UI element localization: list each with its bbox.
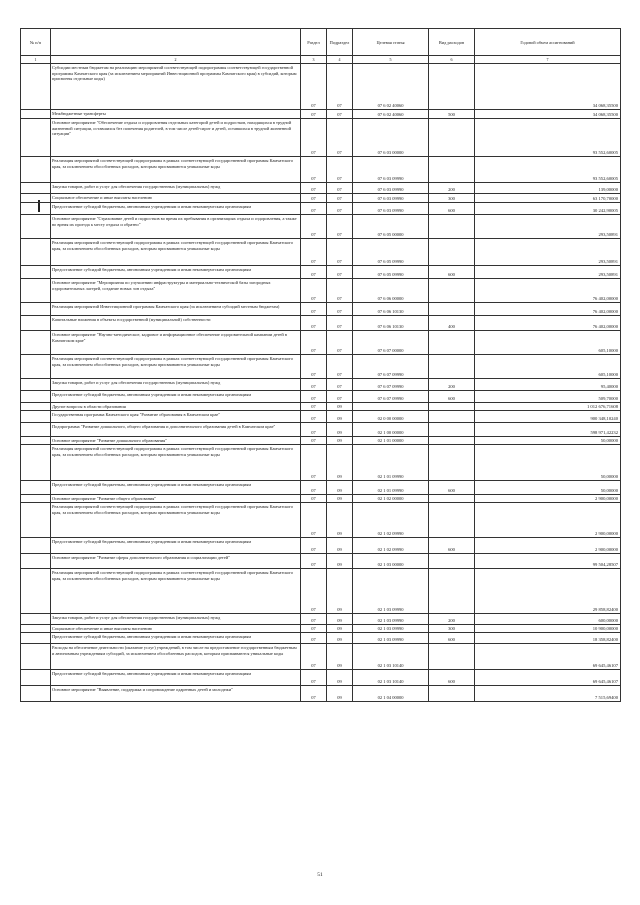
- cell-name: Основное мероприятие "Научно-методическое, кадровое и информационное обеспечение оздоровительной кампании детей в Камчатском крае": [51, 331, 301, 355]
- cell-name: Реализация мероприятий соответствующей подпрограммы в рамках соответствующей государственной программы Камчатского края, за исключением обособленных расходов, которым присваиваются уникальные коды: [51, 503, 301, 538]
- cell-name: Предоставление субсидий бюджетным, автономным учреждениям и иным некоммерческим организациям: [51, 538, 301, 554]
- cell-amount: 605,10000: [475, 355, 621, 379]
- cell-subsection: 09: [327, 495, 353, 503]
- cell-amount: 76 402,00000: [475, 316, 621, 331]
- cell-target: 07 6 07 09990: [353, 355, 429, 379]
- cell-name: Предоставление субсидий бюджетным, автономным учреждениям и иным некоммерческим организациям: [51, 481, 301, 495]
- cell-subsection: 07: [327, 391, 353, 403]
- cell-subsection: 09: [327, 503, 353, 538]
- cell-target: [353, 403, 429, 411]
- cell-name: Основное мероприятие "Развитие дошкольного образования": [51, 437, 301, 445]
- cell-amount: 93 552,60005: [475, 157, 621, 183]
- cell-num: [21, 355, 51, 379]
- table-row: [21, 437, 621, 445]
- cell-section: 07: [301, 391, 327, 403]
- cell-num: [21, 203, 51, 215]
- cell-name: Предоставление субсидий бюджетным, автономным учреждениям и иным некоммерческим организациям: [51, 391, 301, 403]
- cell-expense: [429, 569, 475, 614]
- cell-target: 02 1 03 10140: [353, 644, 429, 670]
- cell-expense: [429, 503, 475, 538]
- cell-subsection: 09: [327, 644, 353, 670]
- cell-target: 07 6 05 09990: [353, 266, 429, 279]
- cell-name: Социальное обеспечение и иные выплаты населению: [51, 625, 301, 633]
- cell-expense: 400: [429, 316, 475, 331]
- table-row: [21, 203, 621, 215]
- cell-section: 07: [301, 194, 327, 203]
- col-number: 3: [301, 56, 327, 64]
- cell-num: [21, 614, 51, 625]
- cell-target: 07 6 03 09990: [353, 194, 429, 203]
- cell-amount: 69 645,46107: [475, 670, 621, 686]
- cell-target: 02 1 03 09990: [353, 569, 429, 614]
- cell-num: [21, 119, 51, 157]
- cell-section: 07: [301, 215, 327, 239]
- cell-amount: 34 068,35500: [475, 110, 621, 119]
- cell-expense: [429, 686, 475, 702]
- cell-target: 07 6 03 09990: [353, 157, 429, 183]
- cell-amount: 2 900,00000: [475, 495, 621, 503]
- cell-amount: 69 645,46107: [475, 644, 621, 670]
- cell-section: 07: [301, 554, 327, 569]
- cell-section: 07: [301, 481, 327, 495]
- cell-num: [21, 110, 51, 119]
- table-row: [21, 183, 621, 194]
- cell-expense: [429, 119, 475, 157]
- cell-section: 07: [301, 569, 327, 614]
- cell-section: 07: [301, 625, 327, 633]
- cell-expense: 600: [429, 633, 475, 644]
- cell-expense: 600: [429, 266, 475, 279]
- header-section: Раздел: [301, 29, 327, 56]
- cell-subsection: 07: [327, 316, 353, 331]
- cell-subsection: 07: [327, 203, 353, 215]
- cell-target: 02 0 00 00000: [353, 411, 429, 423]
- cell-target: 07 6 02 40060: [353, 64, 429, 110]
- cell-amount: 76 402,00000: [475, 303, 621, 316]
- cell-expense: [429, 279, 475, 303]
- table-row: [21, 119, 621, 157]
- cell-section: 07: [301, 411, 327, 423]
- cell-amount: 95,40000: [475, 379, 621, 391]
- table-body: [21, 64, 621, 702]
- cell-name: Реализация мероприятий соответствующей подпрограммы в рамках соответствующей государственной программы Камчатского края, за исключением обособленных расходов, которым присваиваются уникальные коды: [51, 569, 301, 614]
- header-subsection: Подраздел: [327, 29, 353, 56]
- table-row: [21, 157, 621, 183]
- cell-expense: [429, 445, 475, 481]
- cell-amount: 34 068,35500: [475, 64, 621, 110]
- cell-name: Основное мероприятие "Обеспечение отдыха и оздоровления отдельных категорий детей и подростков, находящихся в трудной жизненной ситуации, оставшихся без попечения родителей, в том числе детей-сирот и детей, оставшихся в трудной жизненной ситуации": [51, 119, 301, 157]
- cell-amount: 139,00000: [475, 183, 621, 194]
- cell-num: [21, 644, 51, 670]
- cell-section: 07: [301, 670, 327, 686]
- cell-expense: [429, 157, 475, 183]
- cell-name: Капитальные вложения в объекты государственной (муниципальной) собственности: [51, 316, 301, 331]
- cell-amount: 50,00000: [475, 481, 621, 495]
- cell-subsection: 09: [327, 423, 353, 437]
- col-number: 5: [353, 56, 429, 64]
- table-row: [21, 64, 621, 110]
- cell-amount: 509,70000: [475, 391, 621, 403]
- header-num: № п/п: [21, 29, 51, 56]
- table-row: [21, 239, 621, 266]
- cell-num: [21, 633, 51, 644]
- cell-target: 07 6 02 40060: [353, 110, 429, 119]
- table-row: [21, 614, 621, 625]
- cell-subsection: 09: [327, 445, 353, 481]
- cell-amount: 29 858,82400: [475, 569, 621, 614]
- cell-num: [21, 316, 51, 331]
- cell-num: [21, 239, 51, 266]
- cell-amount: 99 504,28507: [475, 554, 621, 569]
- cell-amount: 30 242,90005: [475, 203, 621, 215]
- cell-num: [21, 266, 51, 279]
- cell-expense: 200: [429, 614, 475, 625]
- table-row: [21, 495, 621, 503]
- table-row: [21, 355, 621, 379]
- header-name: [51, 29, 301, 56]
- cell-section: 07: [301, 423, 327, 437]
- cell-section: 07: [301, 183, 327, 194]
- cell-name: Подпрограмма "Развитие дошкольного, общего образования и дополнительного образования детей в Камчатском крае": [51, 423, 301, 437]
- col-number: 1: [21, 56, 51, 64]
- table-row: [21, 194, 621, 203]
- cell-num: [21, 279, 51, 303]
- cell-name: Предоставление субсидий бюджетным, автономным учреждениям и иным некоммерческим организациям: [51, 203, 301, 215]
- cell-section: 07: [301, 495, 327, 503]
- cell-name: Предоставление субсидий бюджетным, автономным учреждениям и иным некоммерческим организациям: [51, 670, 301, 686]
- cell-expense: 600: [429, 670, 475, 686]
- cell-expense: [429, 403, 475, 411]
- cell-name: Основное мероприятие "Развитие общего образования": [51, 495, 301, 503]
- table-row: [21, 215, 621, 239]
- cell-subsection: 07: [327, 194, 353, 203]
- table-row: [21, 391, 621, 403]
- cell-subsection: 09: [327, 614, 353, 625]
- cell-subsection: 09: [327, 633, 353, 644]
- cell-subsection: 09: [327, 670, 353, 686]
- cell-target: 07 6 06 10130: [353, 316, 429, 331]
- cell-subsection: 07: [327, 183, 353, 194]
- cell-expense: 200: [429, 379, 475, 391]
- cell-expense: 300: [429, 194, 475, 203]
- cell-subsection: 07: [327, 379, 353, 391]
- cell-target: 02 1 03 09990: [353, 633, 429, 644]
- col-number: 2: [51, 56, 301, 64]
- cell-target: 07 6 05 00000: [353, 215, 429, 239]
- cell-subsection: 07: [327, 303, 353, 316]
- table-row: [21, 644, 621, 670]
- cell-subsection: 07: [327, 157, 353, 183]
- cell-num: [21, 379, 51, 391]
- table-row: [21, 403, 621, 411]
- cell-num: [21, 686, 51, 702]
- table-row: [21, 110, 621, 119]
- cell-expense: [429, 423, 475, 437]
- cell-name: Закупка товаров, работ и услуг для обеспечения государственных (муниципальных) нужд: [51, 379, 301, 391]
- cell-section: 07: [301, 119, 327, 157]
- cell-expense: [429, 64, 475, 110]
- cell-amount: 1 012 676,71608: [475, 403, 621, 411]
- cell-expense: 600: [429, 391, 475, 403]
- cell-section: 07: [301, 110, 327, 119]
- cell-section: 07: [301, 633, 327, 644]
- cell-subsection: 07: [327, 279, 353, 303]
- header-target: Целевая статья: [353, 29, 429, 56]
- cell-expense: [429, 215, 475, 239]
- cell-amount: 598 971,42232: [475, 423, 621, 437]
- cell-num: [21, 423, 51, 437]
- cell-name: Расходы на обеспечение деятельности (оказание услуг) учреждений, в том числе на предоставление государственным бюджетным и автономным учреждениям субсидий, за исключением обособленных расходов, которым присваиваются уникальные коды: [51, 644, 301, 670]
- column-numbers: [21, 56, 621, 64]
- cell-num: [21, 503, 51, 538]
- cell-section: 07: [301, 331, 327, 355]
- cell-target: 07 6 07 09990: [353, 391, 429, 403]
- cell-target: 02 1 00 00000: [353, 423, 429, 437]
- col-number: 7: [475, 56, 621, 64]
- cell-num: [21, 411, 51, 423]
- cell-expense: 300: [429, 625, 475, 633]
- table-row: [21, 481, 621, 495]
- cell-expense: [429, 331, 475, 355]
- cell-num: [21, 403, 51, 411]
- cell-section: 07: [301, 614, 327, 625]
- cell-section: 07: [301, 279, 327, 303]
- cell-subsection: 09: [327, 437, 353, 445]
- budget-table-page: [20, 28, 620, 878]
- cell-section: 07: [301, 503, 327, 538]
- cell-subsection: 07: [327, 110, 353, 119]
- cell-target: 02 1 03 09990: [353, 614, 429, 625]
- cell-num: [21, 554, 51, 569]
- cell-num: [21, 670, 51, 686]
- cell-expense: [429, 495, 475, 503]
- cell-section: 07: [301, 379, 327, 391]
- cell-subsection: 09: [327, 686, 353, 702]
- cell-amount: 600,00000: [475, 614, 621, 625]
- budget-table: [20, 28, 621, 702]
- cell-target: 02 1 03 00000: [353, 554, 429, 569]
- cell-section: 07: [301, 316, 327, 331]
- cell-num: [21, 183, 51, 194]
- cell-section: 07: [301, 355, 327, 379]
- cell-amount: 76 402,00000: [475, 279, 621, 303]
- cell-amount: 50,00000: [475, 445, 621, 481]
- cell-name: Государственная программа Камчатского края "Развитие образования в Камчатском крае": [51, 411, 301, 423]
- cell-subsection: 09: [327, 625, 353, 633]
- cell-subsection: 09: [327, 481, 353, 495]
- cell-num: [21, 391, 51, 403]
- table-row: [21, 411, 621, 423]
- cell-expense: [429, 355, 475, 379]
- cell-name: Межбюджетные трансферты: [51, 110, 301, 119]
- cell-target: 07 6 03 09990: [353, 183, 429, 194]
- cell-num: [21, 538, 51, 554]
- table-row: [21, 625, 621, 633]
- header-amount: Годовой объем ассигнований: [475, 29, 621, 56]
- cell-section: 07: [301, 445, 327, 481]
- table-row: [21, 538, 621, 554]
- table-row: [21, 554, 621, 569]
- cell-amount: 93 552,60005: [475, 119, 621, 157]
- cell-expense: [429, 303, 475, 316]
- cell-expense: 600: [429, 538, 475, 554]
- cell-expense: [429, 644, 475, 670]
- cell-name: Закупка товаров, работ и услуг для обеспечения государственных (муниципальных) нужд: [51, 614, 301, 625]
- cell-target: 02 1 04 00000: [353, 686, 429, 702]
- cell-target: 02 1 01 00000: [353, 437, 429, 445]
- cell-expense: [429, 239, 475, 266]
- cell-subsection: 07: [327, 215, 353, 239]
- cell-name: Другие вопросы в области образования: [51, 403, 301, 411]
- cell-target: 07 6 07 09990: [353, 379, 429, 391]
- cell-amount: 293,50891: [475, 215, 621, 239]
- cell-section: 07: [301, 538, 327, 554]
- cell-amount: 50,00000: [475, 437, 621, 445]
- page-number: 51: [317, 872, 323, 878]
- col-number: 4: [327, 56, 353, 64]
- cell-num: [21, 625, 51, 633]
- cell-subsection: 07: [327, 355, 353, 379]
- cell-target: 02 1 01 09990: [353, 445, 429, 481]
- cell-target: 07 6 05 09990: [353, 239, 429, 266]
- table-row: [21, 266, 621, 279]
- table-row: [21, 503, 621, 538]
- cell-name: Реализация мероприятий соответствующей подпрограммы в рамках соответствующей государственной программы Камчатского края, за исключением обособленных расходов, которым присваиваются уникальные коды: [51, 355, 301, 379]
- cell-num: [21, 569, 51, 614]
- col-number: 6: [429, 56, 475, 64]
- table-row: [21, 423, 621, 437]
- cell-expense: [429, 411, 475, 423]
- cell-amount: 293,50891: [475, 266, 621, 279]
- cell-num: [21, 194, 51, 203]
- cell-name: Социальное обеспечение и иные выплаты населению: [51, 194, 301, 203]
- cell-target: 02 1 03 09990: [353, 625, 429, 633]
- cell-section: 07: [301, 203, 327, 215]
- table-row: [21, 569, 621, 614]
- cell-num: [21, 303, 51, 316]
- cell-name: Основное мероприятие "Страхование детей и подростков во время их пребывания в организациях отдыха и оздоровления, а также во время их проезда к месту отдыха и обратно": [51, 215, 301, 239]
- cell-expense: 600: [429, 481, 475, 495]
- cell-expense: [429, 437, 475, 445]
- cell-target: 02 1 02 00000: [353, 495, 429, 503]
- cell-subsection: 09: [327, 538, 353, 554]
- cell-section: 07: [301, 303, 327, 316]
- cell-num: [21, 495, 51, 503]
- cell-amount: 2 900,00000: [475, 538, 621, 554]
- cell-subsection: 07: [327, 331, 353, 355]
- cell-target: 07 6 06 00000: [353, 279, 429, 303]
- cell-amount: 7 515,69400: [475, 686, 621, 702]
- cell-name: Предоставление субсидий бюджетным, автономным учреждениям и иным некоммерческим организациям: [51, 266, 301, 279]
- cell-section: 07: [301, 157, 327, 183]
- cell-section: 07: [301, 64, 327, 110]
- cell-target: 02 1 03 10140: [353, 670, 429, 686]
- cell-num: [21, 157, 51, 183]
- cell-section: 07: [301, 644, 327, 670]
- header-expense: Вид расходов: [429, 29, 475, 56]
- cell-num: [21, 481, 51, 495]
- cell-target: 07 6 03 00000: [353, 119, 429, 157]
- cell-amount: 10 900,00000: [475, 625, 621, 633]
- cell-amount: 18 358,82400: [475, 633, 621, 644]
- cell-expense: [429, 554, 475, 569]
- cell-amount: 63 170,70000: [475, 194, 621, 203]
- cell-subsection: 07: [327, 119, 353, 157]
- cell-target: 02 1 02 09990: [353, 538, 429, 554]
- cell-num: [21, 445, 51, 481]
- cell-section: 07: [301, 686, 327, 702]
- cell-name: Реализация мероприятий соответствующей подпрограммы в рамках соответствующей государственной программы Камчатского края, за исключением обособленных расходов, которым присваиваются уникальные коды: [51, 239, 301, 266]
- cell-subsection: 07: [327, 266, 353, 279]
- cell-subsection: 09: [327, 403, 353, 411]
- cell-name: Закупка товаров, работ и услуг для обеспечения государственных (муниципальных) нужд: [51, 183, 301, 194]
- table-row: [21, 379, 621, 391]
- cell-num: [21, 215, 51, 239]
- cell-name: Реализация мероприятий соответствующей подпрограммы в рамках соответствующей государственной программы Камчатского края, за исключением обособленных расходов, которым присваиваются уникальные коды: [51, 445, 301, 481]
- cell-subsection: 09: [327, 569, 353, 614]
- cell-target: 07 6 07 00000: [353, 331, 429, 355]
- cell-expense: 600: [429, 203, 475, 215]
- cell-section: 07: [301, 266, 327, 279]
- cell-section: 07: [301, 403, 327, 411]
- cell-target: 07 6 03 09990: [353, 203, 429, 215]
- cell-subsection: 07: [327, 64, 353, 110]
- table-row: [21, 686, 621, 702]
- cell-num: [21, 437, 51, 445]
- cell-num: [21, 64, 51, 110]
- table-row: [21, 303, 621, 316]
- cell-section: 07: [301, 239, 327, 266]
- cell-num: [21, 331, 51, 355]
- cell-name: Основное мероприятие "Выявление, поддержка и сопровождение одаренных детей и молодежи": [51, 686, 301, 702]
- cell-target: 07 6 06 10130: [353, 303, 429, 316]
- cell-subsection: 09: [327, 411, 353, 423]
- cell-section: 07: [301, 437, 327, 445]
- table-row: [21, 331, 621, 355]
- cell-target: 02 1 01 09990: [353, 481, 429, 495]
- cell-name: Реализация мероприятий Инвестиционной программы Камчатского края (за исключением субсидий местным бюджетам): [51, 303, 301, 316]
- cell-amount: 900 348,10240: [475, 411, 621, 423]
- cell-name: Реализация мероприятий соответствующей подпрограммы в рамках соответствующей государственной программы Камчатского края, за исключением обособленных расходов, которым присваиваются уникальные коды: [51, 157, 301, 183]
- cell-target: 02 1 02 09990: [353, 503, 429, 538]
- cell-amount: 293,50891: [475, 239, 621, 266]
- cell-amount: 2 900,00000: [475, 503, 621, 538]
- cell-name: Субсидии местным бюджетам на реализацию мероприятий соответствующей подпрограммы соответствующей государственной программы Камчатского края (за исключением мероприятий Инвестиционной программы Камчатского края) в субсидий, которым присвоены отдельные коды): [51, 64, 301, 110]
- table-row: [21, 316, 621, 331]
- table-row: [21, 670, 621, 686]
- cell-subsection: 09: [327, 554, 353, 569]
- cell-name: Основное мероприятие "Мероприятия по улучшению инфраструктуры и материально-технической базы загородных оздоровительных лагерей, создание новых зон отдыха": [51, 279, 301, 303]
- table-header: [21, 29, 621, 56]
- cell-expense: 500: [429, 110, 475, 119]
- cell-name: Основное мероприятие "Развитие сферы дополнительного образования и социализации детей": [51, 554, 301, 569]
- cell-expense: 200: [429, 183, 475, 194]
- table-row: [21, 279, 621, 303]
- table-row: [21, 633, 621, 644]
- cell-subsection: 07: [327, 239, 353, 266]
- cell-name: Предоставление субсидий бюджетным, автономным учреждениям и иным некоммерческим организациям: [51, 633, 301, 644]
- table-row: [21, 445, 621, 481]
- cell-amount: 605,10000: [475, 331, 621, 355]
